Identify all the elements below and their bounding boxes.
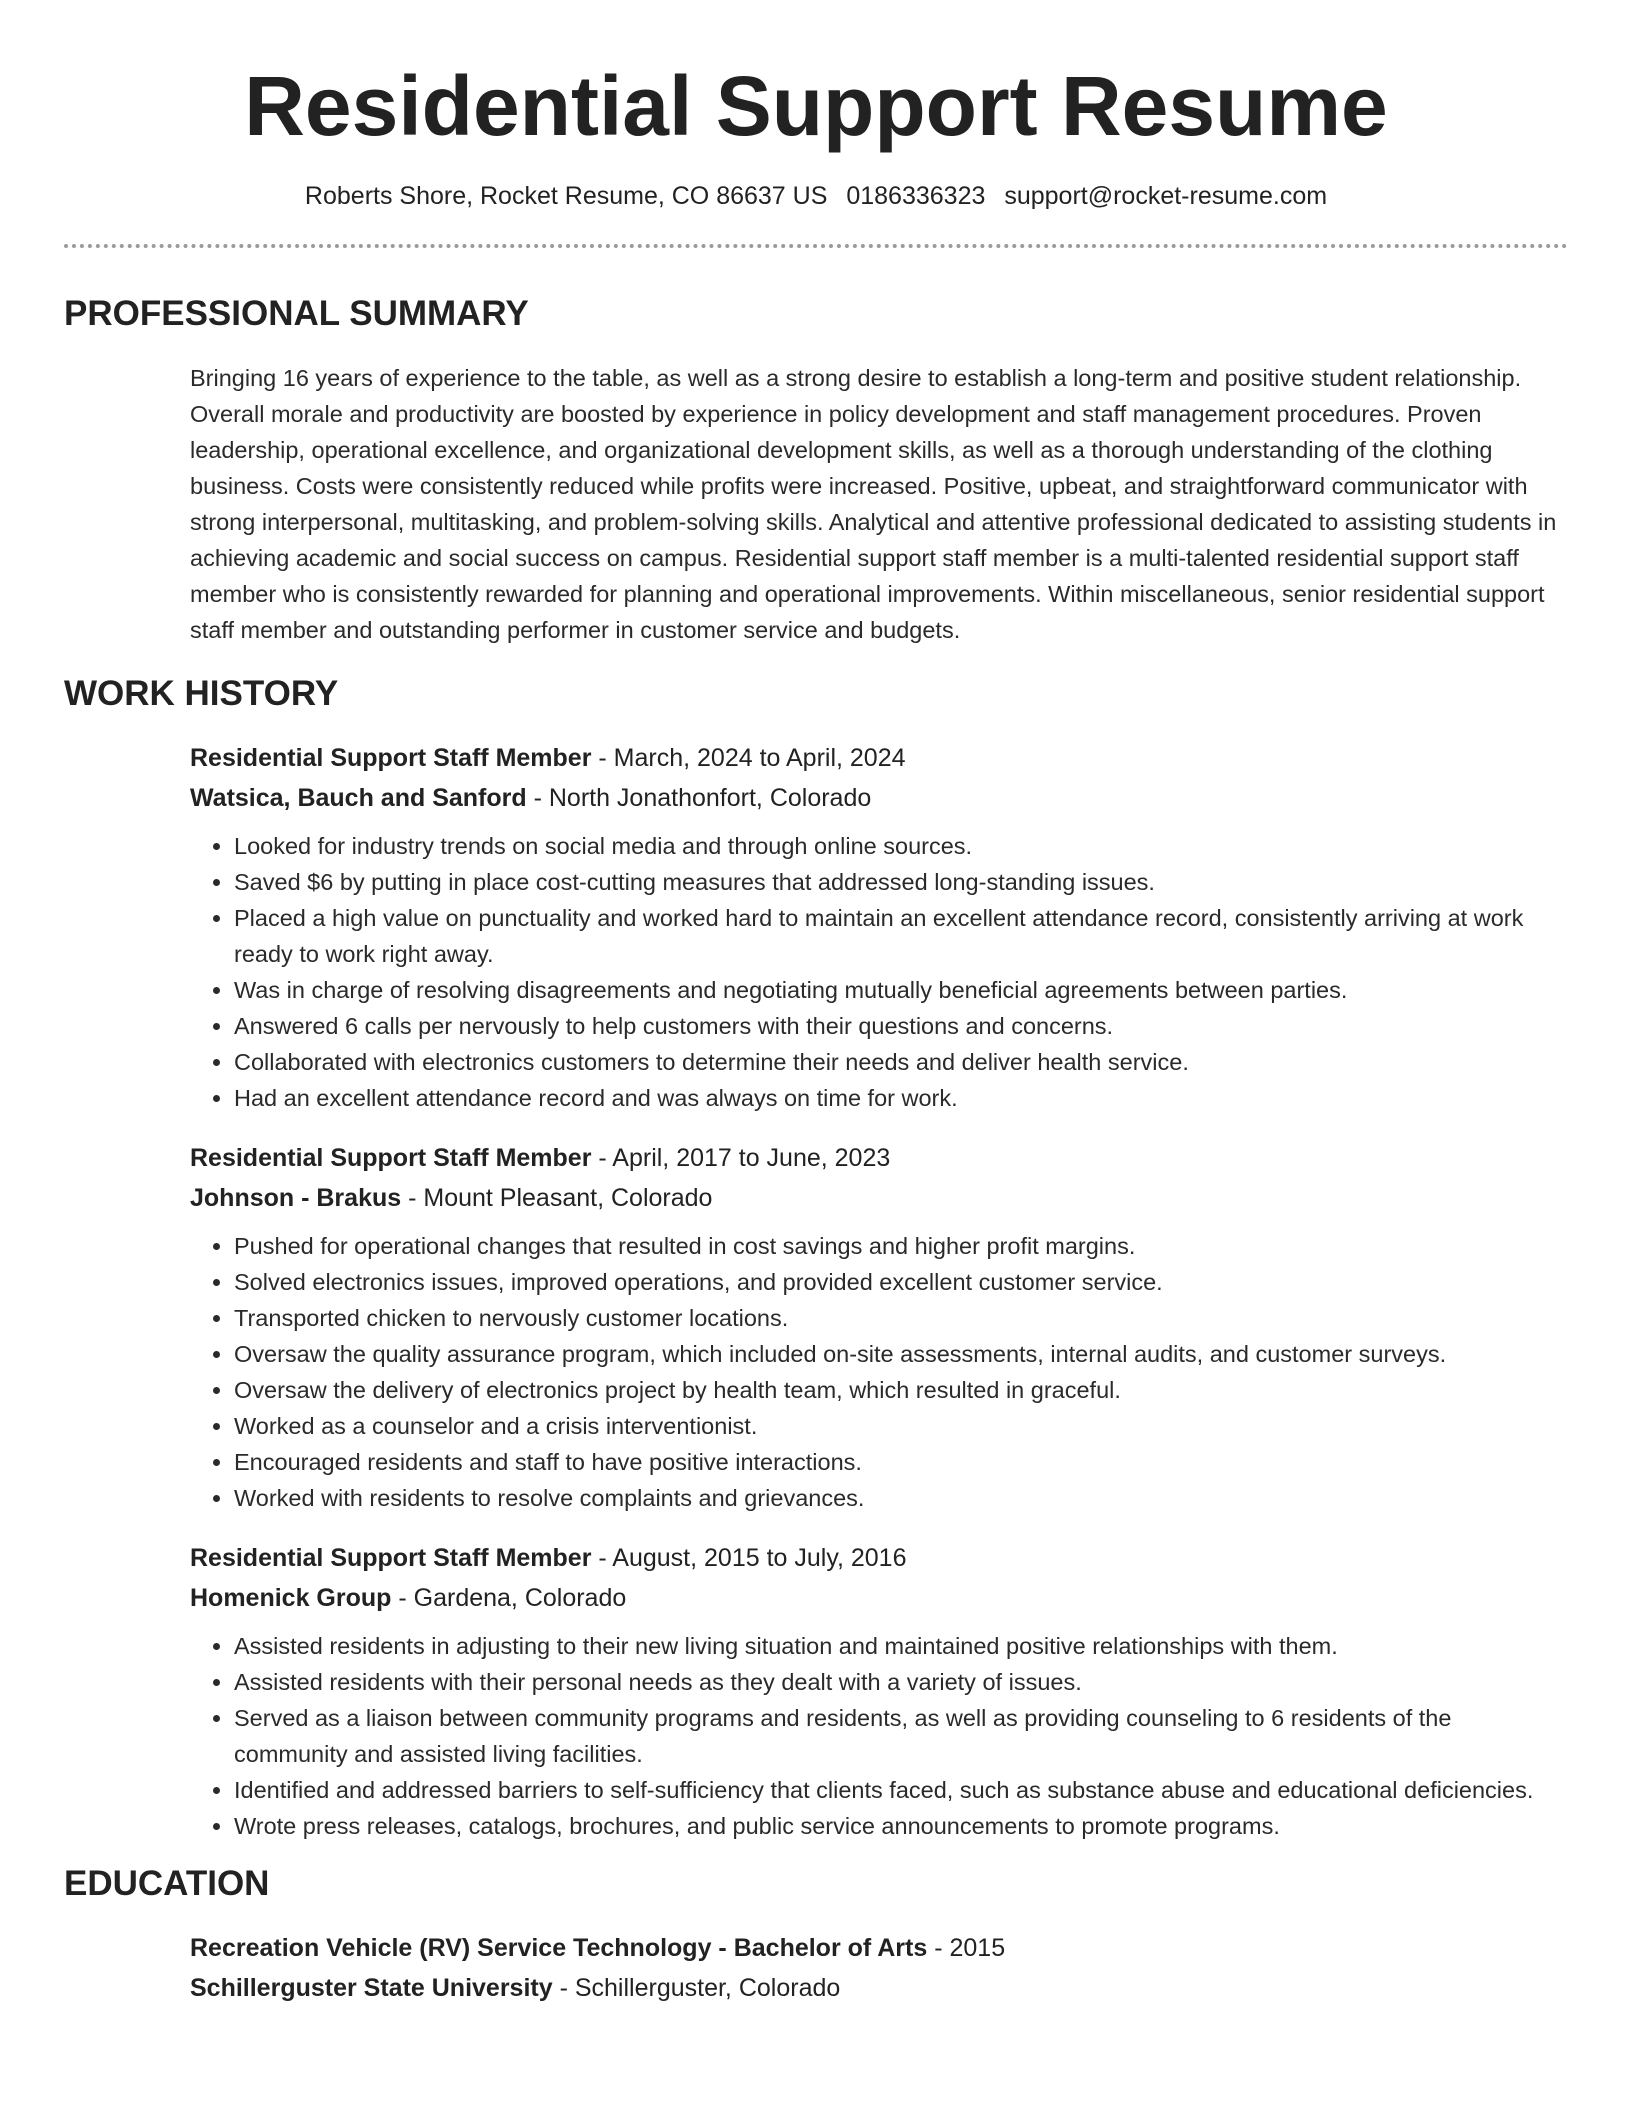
job-location: - Gardena, Colorado xyxy=(391,1584,627,1612)
job-title-line xyxy=(190,1138,1568,1178)
resume-title: Residential Support Resume xyxy=(244,59,1388,153)
education-degree-line xyxy=(190,1928,1568,1968)
summary-heading: PROFESSIONAL SUMMARY xyxy=(64,294,529,333)
job-dates: - August, 2015 to July, 2016 xyxy=(591,1544,907,1572)
job-entry xyxy=(190,1538,1568,1844)
job-entry xyxy=(190,1138,1568,1516)
list-item: • Saved $6 by putting in place cost-cutting measures that addressed long-standing issues. xyxy=(234,864,1568,900)
job-title: Residential Support Staff Member xyxy=(190,1144,592,1172)
job-entry xyxy=(190,738,1568,1116)
education-school: Schillerguster State University xyxy=(190,1974,553,2002)
list-item: • Answered 6 calls per nervously to help customers with their questions and concerns. xyxy=(234,1008,1568,1044)
education-entry xyxy=(190,1928,1568,2008)
contact-phone: 0186336323 xyxy=(846,182,986,210)
job-title: Residential Support Staff Member xyxy=(190,1544,592,1572)
list-item: • Identified and addressed barriers to self-sufficiency that clients faced, such as substance abuse and educational deficiencies. xyxy=(234,1772,1568,1808)
job-company-line xyxy=(190,1578,1568,1618)
list-item: • Transported chicken to nervously customer locations. xyxy=(234,1300,1568,1336)
list-item: • Oversaw the quality assurance program, which included on-site assessments, internal audits, and customer surveys. xyxy=(234,1336,1568,1372)
list-item: • Had an excellent attendance record and was always on time for work. xyxy=(234,1080,1568,1116)
job-location: - North Jonathonfort, Colorado xyxy=(526,784,872,812)
list-item: • Collaborated with electronics customers to determine their needs and deliver health service. xyxy=(234,1044,1568,1080)
job-company: Watsica, Bauch and Sanford xyxy=(190,784,527,812)
list-item: • Looked for industry trends on social media and through online sources. xyxy=(234,828,1568,864)
education-year: - 2015 xyxy=(927,1934,1006,1962)
job-company: Homenick Group xyxy=(190,1584,392,1612)
list-item: • Solved electronics issues, improved operations, and provided excellent customer service. xyxy=(234,1264,1568,1300)
education-heading: EDUCATION xyxy=(64,1864,270,1903)
education-section xyxy=(64,1862,1568,2008)
list-item: • Oversaw the delivery of electronics project by health team, which resulted in graceful. xyxy=(234,1372,1568,1408)
job-bullets xyxy=(190,1228,1568,1516)
list-item: • Served as a liaison between community programs and residents, as well as providing counseling to 6 residents of the community and assisted living facilities. xyxy=(234,1700,1568,1772)
contact-line xyxy=(64,180,1568,212)
list-item: • Assisted residents with their personal needs as they dealt with a variety of issues. xyxy=(234,1664,1568,1700)
education-school-line xyxy=(190,1968,1568,2008)
job-title: Residential Support Staff Member xyxy=(190,744,592,772)
list-item: • Worked with residents to resolve complaints and grievances. xyxy=(234,1480,1568,1516)
job-location: - Mount Pleasant, Colorado xyxy=(401,1184,713,1212)
list-item: • Placed a high value on punctuality and worked hard to maintain an excellent attendance record, consistently arriving at work ready to work right away. xyxy=(234,900,1568,972)
job-bullets xyxy=(190,828,1568,1116)
job-title-line xyxy=(190,738,1568,778)
work-history-heading: WORK HISTORY xyxy=(64,674,339,713)
job-dates: - March, 2024 to April, 2024 xyxy=(591,744,906,772)
work-history-section xyxy=(64,672,1568,1844)
list-item: • Assisted residents in adjusting to their new living situation and maintained positive relationships with them. xyxy=(234,1628,1568,1664)
job-company: Johnson - Brakus xyxy=(190,1184,402,1212)
job-company-line xyxy=(190,778,1568,818)
job-title-line xyxy=(190,1538,1568,1578)
education-location: - Schillerguster, Colorado xyxy=(552,1974,841,2002)
list-item: • Worked as a counselor and a crisis interventionist. xyxy=(234,1408,1568,1444)
list-item: • Was in charge of resolving disagreements and negotiating mutually beneficial agreements between parties. xyxy=(234,972,1568,1008)
summary-text: Bringing 16 years of experience to the table, as well as a strong desire to establish a long-term and positive student relationship. Overall morale and productivity are boosted by experience in policy development and staff management procedures. Proven leadership, operational excellence, and organizational development skills, as well as a thorough understanding of the clothing business. Costs were consistently reduced while profits were increased. Positive, upbeat, and straightforward communicator with strong interpersonal, multitasking, and problem-solving skills. Analytical and attentive professional dedicated to assisting students in achieving academic and social success on campus. Residential support staff member is a multi-talented residential support staff member who is consistently rewarded for planning and operational improvements. Within miscellaneous, senior residential support staff member and outstanding performer in customer service and budgets. xyxy=(190,365,1557,643)
header-divider xyxy=(64,244,1568,248)
contact-email: support@rocket-resume.com xyxy=(1004,182,1328,210)
job-bullets xyxy=(190,1628,1568,1844)
education-degree: Recreation Vehicle (RV) Service Technology - Bachelor of Arts xyxy=(190,1934,928,1962)
list-item: • Encouraged residents and staff to have positive interactions. xyxy=(234,1444,1568,1480)
summary-section xyxy=(64,292,1568,648)
job-company-line xyxy=(190,1178,1568,1218)
list-item: • Wrote press releases, catalogs, brochures, and public service announcements to promote programs. xyxy=(234,1808,1568,1844)
contact-address: Roberts Shore, Rocket Resume, CO 86637 US xyxy=(304,182,828,210)
resume-page xyxy=(64,0,1568,2008)
job-dates: - April, 2017 to June, 2023 xyxy=(591,1144,891,1172)
list-item: • Pushed for operational changes that resulted in cost savings and higher profit margins. xyxy=(234,1228,1568,1264)
